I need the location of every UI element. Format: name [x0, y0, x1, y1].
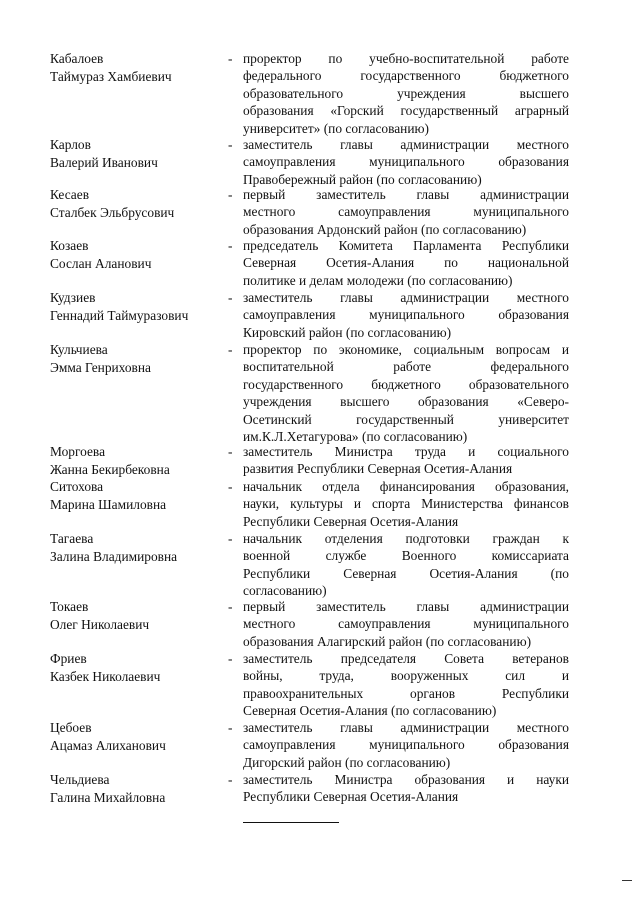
- description-line: войны, труда, вооруженных сил и: [243, 668, 569, 684]
- surname: Цебоев: [50, 720, 92, 735]
- surname: Карлов: [50, 137, 91, 152]
- person-name: [50, 598, 225, 634]
- description-line: согласованию): [243, 583, 327, 599]
- description-line: самоуправления муниципального образования: [243, 307, 569, 323]
- description-line: Правобережный район (по согласованию): [243, 171, 482, 187]
- description-line: федерального государственного бюджетного: [243, 68, 569, 84]
- description-line: образовательного учреждения высшего: [243, 85, 569, 101]
- position-description: [243, 50, 569, 137]
- description-line: Дигорский район (по согласованию): [243, 754, 451, 770]
- position-description: [243, 719, 569, 771]
- description-line: университет» (по согласованию): [243, 120, 429, 136]
- description-line: им.К.Л.Хетагурова» (по согласованию): [243, 429, 468, 445]
- person-name: [50, 771, 225, 807]
- description-line: председатель Комитета Парламента Республики: [243, 238, 569, 253]
- description-line: правоохранительных органов Республики: [243, 685, 569, 701]
- description-line: первый заместитель главы администрации: [243, 599, 569, 614]
- surname: Токаев: [50, 599, 89, 614]
- given-name: Галина Михайловна: [50, 790, 166, 805]
- surname: Тагаева: [50, 531, 94, 546]
- description-line: проректор по экономике, социальным вопросам и: [243, 342, 569, 357]
- given-name: Таймураз Хамбиевич: [50, 69, 172, 84]
- description-line: Кировский район (по согласованию): [243, 324, 452, 340]
- end-of-list-rule: [243, 822, 339, 823]
- dash-separator: -: [228, 651, 233, 666]
- person-name: [50, 719, 225, 755]
- surname: Козаев: [50, 238, 89, 253]
- surname: Кудзиев: [50, 290, 96, 305]
- description-line: местного самоуправления муниципального: [243, 616, 569, 632]
- given-name: Сослан Аланович: [50, 256, 152, 271]
- dash-separator: -: [228, 137, 233, 152]
- dash-separator: -: [228, 342, 233, 357]
- position-description: [243, 478, 569, 530]
- given-name: Ацамаз Алиханович: [50, 738, 166, 753]
- page-corner-mark: [622, 880, 632, 881]
- description-line: заместитель главы администрации местного: [243, 290, 569, 305]
- description-line: заместитель главы администрации местного: [243, 720, 569, 735]
- position-description: [243, 443, 569, 478]
- description-line: Осетинский государственный университет: [243, 411, 569, 427]
- person-name: [50, 50, 225, 86]
- position-description: [243, 289, 569, 341]
- given-name: Геннадий Таймуразович: [50, 308, 189, 323]
- description-line: Республики Северная Осетия-Алания (по: [243, 565, 569, 581]
- person-name: [50, 341, 225, 377]
- person-name: [50, 237, 225, 273]
- position-description: [243, 237, 569, 289]
- position-description: [243, 650, 569, 720]
- position-description: [243, 771, 569, 806]
- description-line: политике и делам молодежи (по согласованию): [243, 272, 513, 288]
- description-line: заместитель Министра труда и социального: [243, 444, 569, 459]
- position-description: [243, 598, 569, 650]
- description-line: местного самоуправления муниципального: [243, 204, 569, 220]
- person-name: [50, 289, 225, 325]
- dash-separator: -: [228, 290, 233, 305]
- position-description: [243, 530, 569, 600]
- given-name: Казбек Николаевич: [50, 669, 161, 684]
- surname: Кесаев: [50, 187, 90, 202]
- dash-separator: -: [228, 531, 233, 546]
- person-name: [50, 530, 225, 566]
- surname: Кабалоев: [50, 51, 104, 66]
- description-line: заместитель председателя Совета ветеранов: [243, 651, 569, 666]
- description-line: Республики Северная Осетия-Алания: [243, 513, 459, 529]
- description-line: военной службе Военного комиссариата: [243, 548, 569, 564]
- description-line: государственного бюджетного образовательного: [243, 376, 569, 392]
- dash-separator: -: [228, 187, 233, 202]
- person-name: [50, 136, 225, 172]
- position-description: [243, 136, 569, 188]
- dash-separator: -: [228, 238, 233, 253]
- surname: Моргоева: [50, 444, 106, 459]
- description-line: заместитель главы администрации местного: [243, 137, 569, 152]
- dash-separator: -: [228, 444, 233, 459]
- dash-separator: -: [228, 51, 233, 66]
- given-name: Жанна Бекирбековна: [50, 462, 170, 477]
- description-line: проректор по учебно-воспитательной работе: [243, 51, 569, 66]
- surname: Ситохова: [50, 479, 104, 494]
- given-name: Эмма Генриховна: [50, 360, 151, 375]
- person-name: [50, 478, 225, 514]
- dash-separator: -: [228, 479, 233, 494]
- description-line: начальник отдела финансирования образования,: [243, 479, 569, 494]
- description-line: развития Республики Северная Осетия-Алания: [243, 461, 513, 477]
- position-description: [243, 186, 569, 238]
- description-line: первый заместитель главы администрации: [243, 187, 569, 202]
- dash-separator: -: [228, 720, 233, 735]
- description-line: Северная Осетия-Алания (по согласованию): [243, 703, 497, 719]
- description-line: Северная Осетия-Алания по национальной: [243, 255, 569, 271]
- position-description: [243, 341, 569, 445]
- description-line: самоуправления муниципального образования: [243, 154, 569, 170]
- description-line: образования Алагирский район (по согласованию): [243, 633, 532, 649]
- person-name: [50, 186, 225, 222]
- given-name: Валерий Иванович: [50, 155, 158, 170]
- description-line: воспитательной работе федерального: [243, 359, 569, 375]
- description-line: самоуправления муниципального образования: [243, 737, 569, 753]
- surname: Кульчиева: [50, 342, 108, 357]
- given-name: Залина Владимировна: [50, 549, 178, 564]
- description-line: образования «Горский государственный аграрный: [243, 103, 569, 119]
- surname: Чельдиева: [50, 772, 110, 787]
- person-name: [50, 443, 225, 479]
- description-line: Республики Северная Осетия-Алания: [243, 789, 459, 805]
- surname: Фриев: [50, 651, 87, 666]
- given-name: Олег Николаевич: [50, 617, 150, 632]
- given-name: Сталбек Эльбрусович: [50, 205, 175, 220]
- description-line: заместитель Министра образования и науки: [243, 772, 569, 787]
- dash-separator: -: [228, 772, 233, 787]
- description-line: учреждения высшего образования «Северо-: [243, 394, 569, 410]
- description-line: начальник отделения подготовки граждан к: [243, 531, 569, 546]
- dash-separator: -: [228, 599, 233, 614]
- description-line: образования Ардонский район (по согласованию): [243, 221, 527, 237]
- person-name: [50, 650, 225, 686]
- given-name: Марина Шамиловна: [50, 497, 167, 512]
- description-line: науки, культуры и спорта Министерства финансов: [243, 496, 569, 512]
